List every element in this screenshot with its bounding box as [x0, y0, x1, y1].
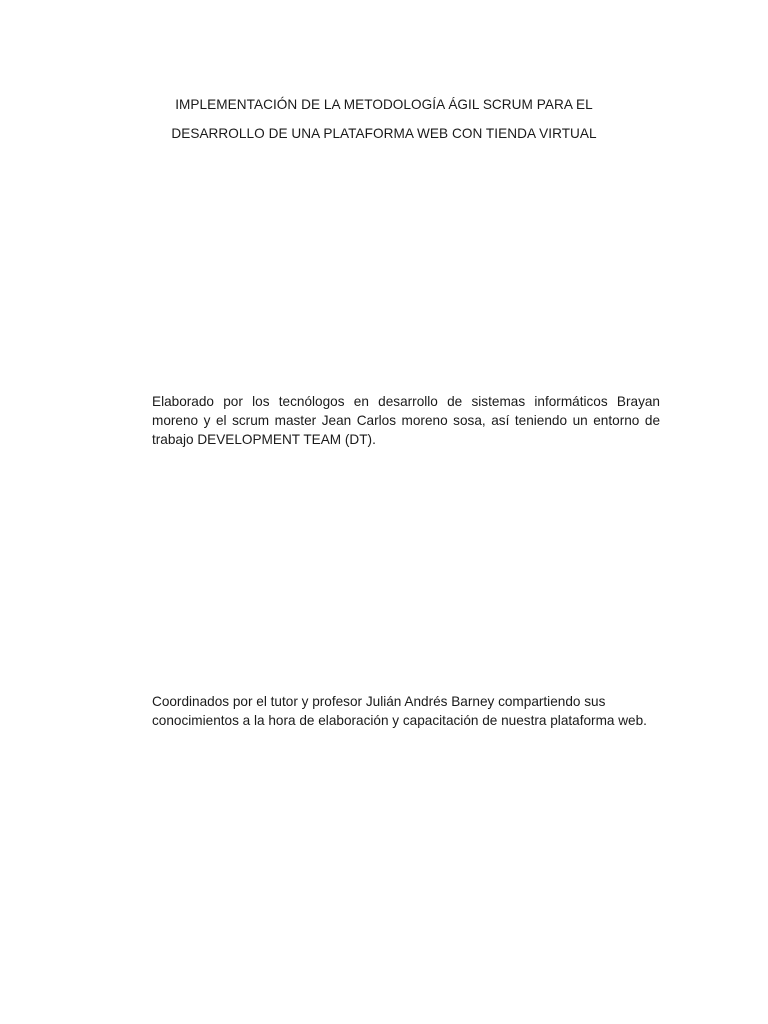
title-line-2: DESARROLLO DE UNA PLATAFORMA WEB CON TIENDA VIRTUAL — [171, 126, 597, 141]
title-line-1: IMPLEMENTACIÓN DE LA METODOLOGÍA ÁGIL SCRUM PARA EL — [175, 97, 593, 112]
coordination-paragraph: Coordinados por el tutor y profesor Julián Andrés Barney compartiendo sus conocimientos a la hora de elaboración y capacitación de nuestra plataforma web. — [152, 694, 647, 728]
authors-paragraph: Elaborado por los tecnólogos en desarrollo de sistemas informáticos Brayan moreno y el scrum master Jean Carlos moreno sosa, así teniendo un entorno de trabajo DEVELOPMENT TEAM (DT). — [152, 394, 660, 447]
document-title — [0, 90, 768, 148]
